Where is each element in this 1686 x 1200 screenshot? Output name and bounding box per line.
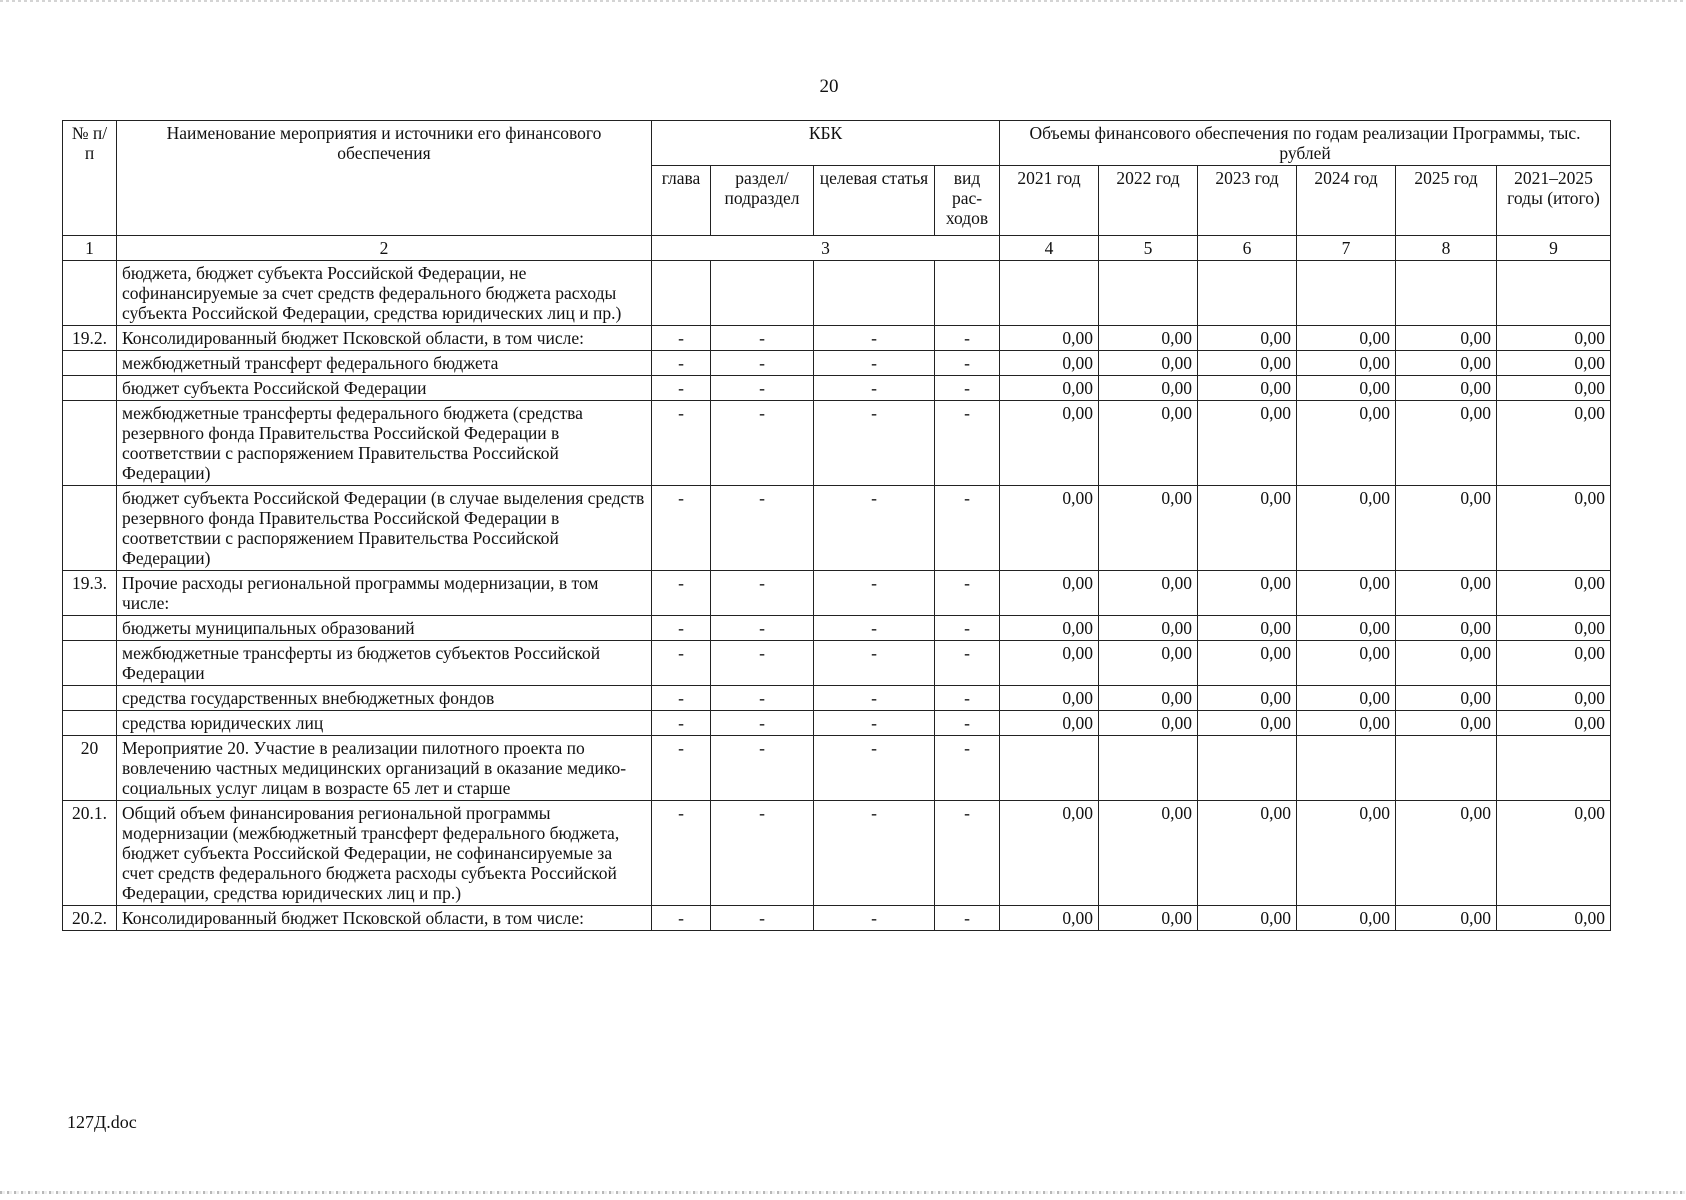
row-name: Прочие расходы региональной программы модернизации, в том числе:: [117, 571, 652, 616]
value-year-cell: 0,00: [1297, 711, 1396, 736]
row-name: средства юридических лиц: [117, 711, 652, 736]
value-year-cell: 0,00: [1396, 641, 1497, 686]
value-year-cell: 0,00: [1396, 801, 1497, 906]
value-year-cell: 0,00: [1099, 571, 1198, 616]
column-numbering-row: [63, 236, 1611, 261]
row-number: 20.2.: [63, 906, 117, 931]
header-num: № п/п: [63, 121, 117, 236]
table-row: [63, 736, 1611, 801]
value-year-cell: 0,00: [1099, 401, 1198, 486]
kbk-section-cell: [711, 261, 814, 326]
value-year-cell: 0,00: [1198, 571, 1297, 616]
kbk-target-cell: -: [814, 486, 935, 571]
value-year-cell: 0,00: [1396, 326, 1497, 351]
row-name: межбюджетные трансферты федерального бюджета (средства резервного фонда Правительства Российской Федерации в соответствии с распоряжением Правительства Российской Федерации): [117, 401, 652, 486]
kbk-section-cell: -: [711, 736, 814, 801]
value-total-cell: 0,00: [1497, 486, 1611, 571]
value-year-cell: 0,00: [1099, 906, 1198, 931]
kbk-chapter-cell: -: [652, 906, 711, 931]
header-kbk: КБК: [652, 121, 1000, 166]
table-header-row: [63, 121, 1611, 166]
value-year-cell: 0,00: [1000, 801, 1099, 906]
value-year-cell: [1198, 736, 1297, 801]
value-year-cell: 0,00: [1000, 906, 1099, 931]
row-number: [63, 376, 117, 401]
value-year-cell: 0,00: [1099, 686, 1198, 711]
table-row: [63, 401, 1611, 486]
value-total-cell: 0,00: [1497, 711, 1611, 736]
value-year-cell: 0,00: [1396, 351, 1497, 376]
value-year-cell: [1198, 261, 1297, 326]
value-year-cell: 0,00: [1099, 711, 1198, 736]
row-name: средства государственных внебюджетных фондов: [117, 686, 652, 711]
value-year-cell: 0,00: [1198, 351, 1297, 376]
kbk-target-cell: -: [814, 711, 935, 736]
table-body: [63, 261, 1611, 931]
row-number: 20.1.: [63, 801, 117, 906]
table-row: [63, 641, 1611, 686]
column-number: 1: [63, 236, 117, 261]
row-number: 19.3.: [63, 571, 117, 616]
column-number: 9: [1497, 236, 1611, 261]
row-number: [63, 261, 117, 326]
table-row: [63, 571, 1611, 616]
value-year-cell: [1099, 736, 1198, 801]
value-year-cell: 0,00: [1297, 326, 1396, 351]
kbk-chapter-cell: -: [652, 401, 711, 486]
header-year: 2024 год: [1297, 166, 1396, 236]
value-year-cell: 0,00: [1000, 401, 1099, 486]
kbk-chapter-cell: -: [652, 686, 711, 711]
value-year-cell: [1000, 261, 1099, 326]
kbk-target-cell: -: [814, 571, 935, 616]
column-number: 2: [117, 236, 652, 261]
kbk-expense-type-cell: -: [935, 376, 1000, 401]
row-name: межбюджетные трансферты из бюджетов субъектов Российской Федерации: [117, 641, 652, 686]
value-year-cell: 0,00: [1198, 686, 1297, 711]
kbk-section-cell: -: [711, 571, 814, 616]
value-total-cell: [1497, 261, 1611, 326]
kbk-chapter-cell: -: [652, 711, 711, 736]
value-year-cell: 0,00: [1000, 686, 1099, 711]
kbk-chapter-cell: [652, 261, 711, 326]
row-number: [63, 711, 117, 736]
row-number: [63, 641, 117, 686]
kbk-expense-type-cell: -: [935, 711, 1000, 736]
value-year-cell: 0,00: [1396, 686, 1497, 711]
value-year-cell: [1396, 261, 1497, 326]
value-year-cell: 0,00: [1198, 401, 1297, 486]
kbk-section-cell: -: [711, 351, 814, 376]
value-year-cell: 0,00: [1297, 616, 1396, 641]
row-number: 20: [63, 736, 117, 801]
kbk-target-cell: -: [814, 906, 935, 931]
value-year-cell: 0,00: [1000, 616, 1099, 641]
header-year: 2021 год: [1000, 166, 1099, 236]
kbk-chapter-cell: -: [652, 486, 711, 571]
value-total-cell: 0,00: [1497, 376, 1611, 401]
value-year-cell: [1297, 736, 1396, 801]
value-year-cell: 0,00: [1000, 571, 1099, 616]
kbk-chapter-cell: -: [652, 326, 711, 351]
value-total-cell: 0,00: [1497, 351, 1611, 376]
header-volumes: Объемы финансового обеспечения по годам реализации Программы, тыс. рублей: [1000, 121, 1611, 166]
value-year-cell: 0,00: [1198, 616, 1297, 641]
column-number: 3: [652, 236, 1000, 261]
kbk-section-cell: -: [711, 326, 814, 351]
value-total-cell: 0,00: [1497, 801, 1611, 906]
kbk-target-cell: -: [814, 736, 935, 801]
header-kbk-chapter: глава: [652, 166, 711, 236]
footer-filename: 127Д.doc: [67, 1112, 137, 1132]
row-name: Консолидированный бюджет Псковской области, в том числе:: [117, 906, 652, 931]
column-number: 8: [1396, 236, 1497, 261]
value-total-cell: 0,00: [1497, 326, 1611, 351]
row-name: бюджета, бюджет субъекта Российской Федерации, не софинансируемые за счет средств федерального бюджета расходы субъекта Российской Федерации, средства юридических лиц и пр.): [117, 261, 652, 326]
value-year-cell: 0,00: [1000, 641, 1099, 686]
kbk-section-cell: -: [711, 906, 814, 931]
kbk-target-cell: -: [814, 351, 935, 376]
kbk-target-cell: -: [814, 326, 935, 351]
row-name: бюджет субъекта Российской Федерации (в случае выделения средств резервного фонда Правительства Российской Федерации в соответствии с распоряжением Правительства Российской Федерации): [117, 486, 652, 571]
table-row: [63, 801, 1611, 906]
value-year-cell: 0,00: [1000, 326, 1099, 351]
value-year-cell: 0,00: [1099, 641, 1198, 686]
value-year-cell: 0,00: [1297, 686, 1396, 711]
kbk-section-cell: -: [711, 616, 814, 641]
column-number: 5: [1099, 236, 1198, 261]
value-year-cell: 0,00: [1297, 486, 1396, 571]
value-year-cell: 0,00: [1198, 711, 1297, 736]
header-year: 2022 год: [1099, 166, 1198, 236]
row-number: [63, 486, 117, 571]
kbk-section-cell: -: [711, 641, 814, 686]
kbk-expense-type-cell: -: [935, 736, 1000, 801]
header-kbk-expense-type: вид рас- ходов: [935, 166, 1000, 236]
kbk-expense-type-cell: [935, 261, 1000, 326]
column-number: 6: [1198, 236, 1297, 261]
kbk-target-cell: -: [814, 801, 935, 906]
table-row: [63, 351, 1611, 376]
kbk-section-cell: -: [711, 486, 814, 571]
kbk-chapter-cell: -: [652, 571, 711, 616]
table-row: [63, 711, 1611, 736]
kbk-expense-type-cell: -: [935, 906, 1000, 931]
row-number: [63, 616, 117, 641]
value-year-cell: 0,00: [1297, 906, 1396, 931]
value-year-cell: 0,00: [1198, 801, 1297, 906]
row-number: [63, 351, 117, 376]
header-year-total: 2021–2025 годы (итого): [1497, 166, 1611, 236]
value-year-cell: 0,00: [1297, 351, 1396, 376]
value-year-cell: [1297, 261, 1396, 326]
table-row: [63, 486, 1611, 571]
kbk-chapter-cell: -: [652, 376, 711, 401]
kbk-target-cell: -: [814, 641, 935, 686]
value-year-cell: [1000, 736, 1099, 801]
kbk-expense-type-cell: -: [935, 326, 1000, 351]
table-row: [63, 261, 1611, 326]
value-year-cell: 0,00: [1198, 486, 1297, 571]
row-name: Консолидированный бюджет Псковской области, в том числе:: [117, 326, 652, 351]
kbk-expense-type-cell: -: [935, 401, 1000, 486]
value-year-cell: 0,00: [1396, 906, 1497, 931]
column-number: 7: [1297, 236, 1396, 261]
value-year-cell: 0,00: [1297, 801, 1396, 906]
value-year-cell: 0,00: [1396, 376, 1497, 401]
value-year-cell: 0,00: [1099, 801, 1198, 906]
value-year-cell: 0,00: [1198, 906, 1297, 931]
value-year-cell: 0,00: [1297, 641, 1396, 686]
value-year-cell: 0,00: [1297, 571, 1396, 616]
value-total-cell: 0,00: [1497, 616, 1611, 641]
kbk-section-cell: -: [711, 801, 814, 906]
value-total-cell: 0,00: [1497, 641, 1611, 686]
table-row: [63, 906, 1611, 931]
kbk-expense-type-cell: -: [935, 351, 1000, 376]
value-year-cell: 0,00: [1396, 486, 1497, 571]
value-year-cell: 0,00: [1000, 486, 1099, 571]
row-number: 19.2.: [63, 326, 117, 351]
kbk-section-cell: -: [711, 711, 814, 736]
kbk-section-cell: -: [711, 376, 814, 401]
page-number: 20: [819, 76, 839, 97]
value-year-cell: [1396, 736, 1497, 801]
kbk-chapter-cell: -: [652, 641, 711, 686]
header-kbk-target: целевая статья: [814, 166, 935, 236]
row-name: бюджеты муниципальных образований: [117, 616, 652, 641]
value-year-cell: 0,00: [1099, 351, 1198, 376]
row-name: Общий объем финансирования региональной программы модернизации (межбюджетный трансферт федерального бюджета, бюджет субъекта Российской Федерации, не софинансируемые за счет средств федерального бюджета расходы субъекта Российской Федерации, средства юридических лиц и пр.): [117, 801, 652, 906]
table-row: [63, 376, 1611, 401]
value-year-cell: 0,00: [1198, 376, 1297, 401]
value-total-cell: 0,00: [1497, 571, 1611, 616]
header-name: Наименование мероприятия и источники его финансового обеспечения: [117, 121, 652, 236]
row-name: межбюджетный трансферт федерального бюджета: [117, 351, 652, 376]
value-year-cell: [1099, 261, 1198, 326]
value-year-cell: 0,00: [1396, 401, 1497, 486]
value-total-cell: 0,00: [1497, 401, 1611, 486]
kbk-target-cell: -: [814, 616, 935, 641]
value-total-cell: [1497, 736, 1611, 801]
value-year-cell: 0,00: [1099, 376, 1198, 401]
column-number: 4: [1000, 236, 1099, 261]
kbk-target-cell: [814, 261, 935, 326]
kbk-target-cell: -: [814, 686, 935, 711]
value-year-cell: 0,00: [1297, 376, 1396, 401]
value-total-cell: 0,00: [1497, 686, 1611, 711]
value-year-cell: 0,00: [1000, 711, 1099, 736]
header-year: 2023 год: [1198, 166, 1297, 236]
value-year-cell: 0,00: [1198, 641, 1297, 686]
row-name: бюджет субъекта Российской Федерации: [117, 376, 652, 401]
kbk-expense-type-cell: -: [935, 801, 1000, 906]
value-year-cell: 0,00: [1000, 376, 1099, 401]
kbk-target-cell: -: [814, 401, 935, 486]
kbk-expense-type-cell: -: [935, 486, 1000, 571]
kbk-chapter-cell: -: [652, 616, 711, 641]
value-year-cell: 0,00: [1198, 326, 1297, 351]
kbk-expense-type-cell: -: [935, 571, 1000, 616]
kbk-chapter-cell: -: [652, 351, 711, 376]
header-kbk-section: раздел/ подраздел: [711, 166, 814, 236]
value-year-cell: 0,00: [1396, 616, 1497, 641]
value-year-cell: 0,00: [1099, 486, 1198, 571]
value-total-cell: 0,00: [1497, 906, 1611, 931]
table-row: [63, 616, 1611, 641]
kbk-expense-type-cell: -: [935, 616, 1000, 641]
row-name: Мероприятие 20. Участие в реализации пилотного проекта по вовлечению частных медицинских организаций в оказание медико-социальных услуг лицам в возрасте 65 лет и старше: [117, 736, 652, 801]
value-year-cell: 0,00: [1297, 401, 1396, 486]
kbk-chapter-cell: -: [652, 801, 711, 906]
kbk-expense-type-cell: -: [935, 686, 1000, 711]
value-year-cell: 0,00: [1396, 711, 1497, 736]
table-row: [63, 686, 1611, 711]
kbk-chapter-cell: -: [652, 736, 711, 801]
value-year-cell: 0,00: [1099, 616, 1198, 641]
value-year-cell: 0,00: [1396, 571, 1497, 616]
kbk-section-cell: -: [711, 401, 814, 486]
budget-table: [62, 120, 1611, 931]
header-year: 2025 год: [1396, 166, 1497, 236]
scan-edge-top: [0, 0, 1686, 2]
value-year-cell: 0,00: [1000, 351, 1099, 376]
kbk-expense-type-cell: -: [935, 641, 1000, 686]
table-row: [63, 326, 1611, 351]
value-year-cell: 0,00: [1099, 326, 1198, 351]
scan-edge-bottom: [0, 1191, 1686, 1194]
kbk-target-cell: -: [814, 376, 935, 401]
row-number: [63, 401, 117, 486]
kbk-section-cell: -: [711, 686, 814, 711]
row-number: [63, 686, 117, 711]
